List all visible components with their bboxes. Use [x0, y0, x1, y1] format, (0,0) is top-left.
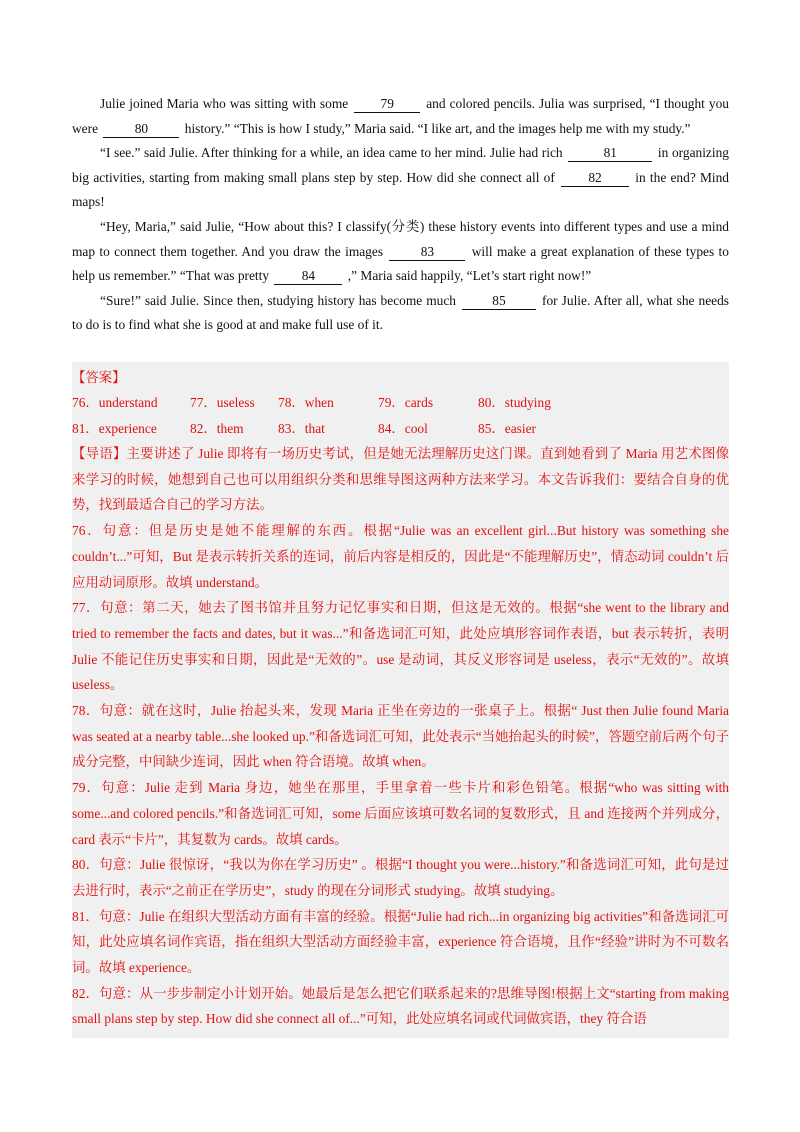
passage-text: Julie joined Maria who was sitting with some	[100, 96, 349, 111]
answer-item: 79．cards	[378, 395, 434, 410]
passage-paragraph-3	[72, 215, 729, 289]
passage-text: “I see.” said Julie. After thinking for a while, an idea came to her mind. Julie had rich	[100, 145, 563, 161]
explanation-82: 82．句意：从一步步制定小计划开始。她最后是怎么把它们联系起来的?思维导图!根据上文“starting from making small plans step by step. How did she connect all of...”可知，此处应填名词或代词做宾语，they 符合语	[72, 985, 729, 1027]
answer-item: 81．experience	[72, 420, 157, 436]
passage-text: for Julie. After all, what she needs to do is to find what she is good at and make full use of it.	[72, 292, 729, 333]
answer-title: 【答案】	[72, 370, 126, 385]
passage-text: in organizing big activities, starting from making small plans step by step. How did she connect all of	[72, 145, 729, 185]
answer-item: 77．useless	[190, 395, 255, 410]
reading-passage	[72, 92, 729, 338]
answer-item: 78．when	[278, 395, 334, 410]
passage-paragraph-4	[72, 289, 729, 338]
answer-row-1	[72, 390, 729, 416]
passage-text: history.” “This is how I study,” Maria said. “I like art, and the images help me with my study.”	[184, 120, 691, 136]
blank-82: 82	[561, 170, 629, 187]
answer-item: 85．easier	[478, 420, 537, 436]
answer-section	[72, 362, 729, 1038]
blank-85: 85	[462, 293, 536, 310]
answer-item: 76．understand	[72, 395, 158, 410]
guide-summary: 【导语】主要讲述了 Julie 即将有一场历史考试，但是她无法理解历史这门课。直到她看到了 Maria 用艺术图像来学习的时候，她想到自己也可以用组织分类和思维导图这两种方法来学习。本文告诉我们：要结合自身的优势，找到最适合自己的学习方法。	[72, 446, 729, 513]
explanation-80: 80．句意：Julie 很惊讶，“我以为你在学习历史” 。根据“I thought you were...history.”和备选词汇可知，此句是过去进行时，表示“之前正在学历史”，study 的现在分词形式 studying。故填 studying。	[72, 857, 729, 898]
passage-text: and colored pencils. Julia was surprised, “I thought you were	[72, 96, 729, 136]
passage-text: “Sure!” said Julie. Since then, studying history has become much	[100, 292, 456, 308]
blank-84: 84	[274, 268, 342, 285]
answer-item: 84．cool	[378, 420, 428, 436]
explanation-79: 79．句意：Julie 走到 Maria 身边，她坐在那里，手里拿着一些卡片和彩色铅笔。根据“who was sitting with some...and colored pencils.”和备选词汇可知，some 后面应该填可数名词的复数形式，且 and 连接两个并列成分，card 表示“卡片”，其复数为 cards。故填 cards。	[72, 780, 729, 847]
explanation-76: 76．句意：但是历史是她不能理解的东西。根据“Julie was an excellent girl...But history was something she couldn’t...”可知，But 是表示转折关系的连词，前后内容是相反的，因此是“不能理解历史”，情态动词 couldn’t 后应用动词原形。故填 understand。	[72, 523, 729, 590]
passage-paragraph-1	[72, 92, 729, 141]
blank-83: 83	[389, 244, 465, 261]
answer-item: 83．that	[278, 420, 325, 436]
passage-text: will make a great explanation of these types to help us remember.” “That was pretty	[72, 243, 729, 284]
answer-row-2	[72, 416, 729, 442]
passage-text: in the end? Mind maps!	[72, 169, 729, 210]
explanation-77: 77．句意：第二天，她去了图书馆并且努力记忆事实和日期，但这是无效的。根据“she went to the library and tried to remember the facts and dates, but it was...”和备选词汇可知，此处应填形容词作表语，but 表示转折，表明 Julie 不能记住历史事实和日期，因此是“无效的”。use 是动词，其反义形容词是 useless，表示“无效的”。故填 useless。	[72, 600, 729, 693]
passage-text: “Hey, Maria,” said Julie, “How about this? I classify(分类) these history events into different types and use a mind map to connect them together. And you draw the images	[72, 218, 729, 259]
blank-79: 79	[354, 96, 420, 113]
answer-item: 80．studying	[478, 395, 551, 410]
answer-item: 82．them	[190, 420, 244, 436]
blank-80: 80	[103, 121, 179, 138]
passage-text: ,” Maria said happily, “Let’s start right now!”	[347, 268, 592, 284]
passage-paragraph-2	[72, 141, 729, 215]
explanation-81: 81．句意：Julie 在组织大型活动方面有丰富的经验。根据“Julie had rich...in organizing big activities”和备选词汇可知，此处应填名词作宾语，指在组织大型活动方面经验丰富，experience 符合语境，且作“经验”讲时为不可数名词。故填 experience。	[72, 908, 729, 976]
explanation-78: 78．句意：就在这时，Julie 抬起头来，发现 Maria 正坐在旁边的一张桌子上。根据“ Just then Julie found Maria was seated at a nearby table...she looked up.”和备选词汇可知，此处表示“当她抬起头的时候”，答题空前后两个句子成分完整，中间缺少连词，因此 when 符合语境。故填 when。	[72, 703, 729, 770]
blank-81: 81	[568, 145, 652, 162]
